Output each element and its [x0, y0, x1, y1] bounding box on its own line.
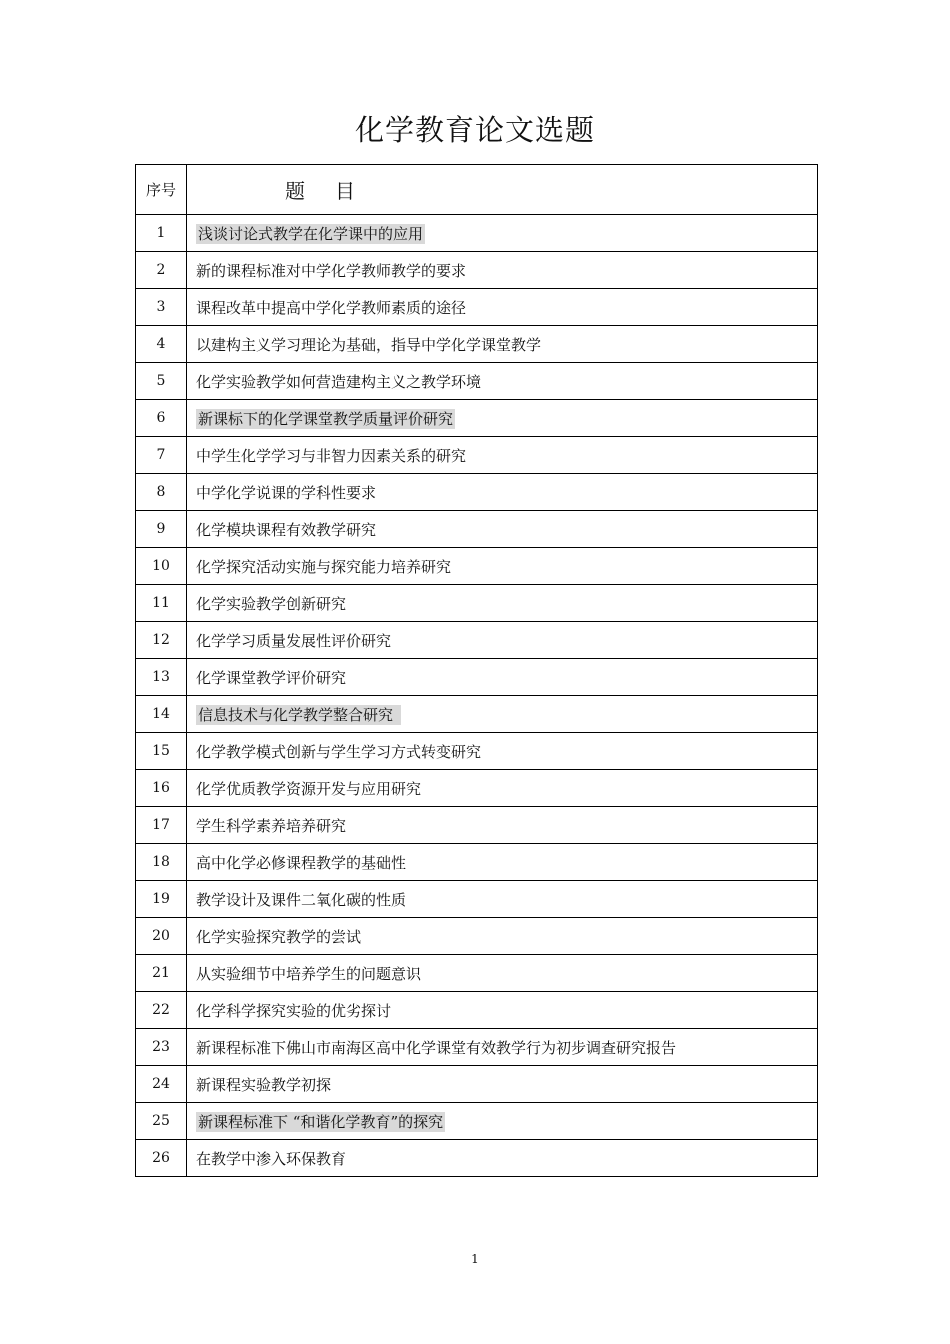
table-row	[136, 511, 818, 548]
topic-title: 中学生化学学习与非智力因素关系的研究	[196, 446, 467, 465]
table-row	[136, 326, 818, 363]
title-header-part2: 目	[335, 179, 355, 203]
table-body	[136, 215, 818, 1177]
table-row	[136, 733, 818, 770]
row-title-cell	[187, 1029, 818, 1066]
page-number: 1	[471, 1252, 479, 1266]
table-header-row	[136, 165, 818, 215]
row-index: 13	[136, 659, 187, 696]
row-title-cell	[187, 992, 818, 1029]
topic-title: 学生科学素养培养研究	[196, 816, 347, 835]
row-title-cell	[187, 363, 818, 400]
title-column-header	[187, 165, 818, 215]
row-index: 7	[136, 437, 187, 474]
topics-table	[135, 164, 818, 1177]
row-index: 11	[136, 585, 187, 622]
table-row	[136, 1103, 818, 1140]
row-title-cell	[187, 955, 818, 992]
highlighted-topic-title: 新课程标准下 “和谐化学教育”的探究	[198, 1112, 444, 1131]
row-index: 19	[136, 881, 187, 918]
row-title-cell	[187, 659, 818, 696]
row-index: 22	[136, 992, 187, 1029]
row-index: 6	[136, 400, 187, 437]
topic-title: 化学课堂教学评价研究	[196, 668, 347, 687]
topic-title: 化学实验教学如何营造建构主义之教学环境	[196, 372, 482, 391]
row-index: 20	[136, 918, 187, 955]
table-row	[136, 659, 818, 696]
row-title-cell	[187, 1140, 818, 1177]
topic-title: 高中化学必修课程教学的基础性	[196, 853, 407, 872]
row-title-cell	[187, 622, 818, 659]
topic-title: 化学学习质量发展性评价研究	[196, 631, 392, 650]
row-title-cell	[187, 733, 818, 770]
row-title-cell	[187, 696, 818, 733]
row-title-cell	[187, 437, 818, 474]
table-row	[136, 474, 818, 511]
topic-title: 课程改革中提高中学化学教师素质的途径	[196, 298, 467, 317]
page-title: 化学教育论文选题	[354, 113, 595, 147]
topic-title: 新的课程标准对中学化学教师教学的要求	[196, 261, 467, 280]
row-title-cell	[187, 474, 818, 511]
row-index: 23	[136, 1029, 187, 1066]
table-row	[136, 918, 818, 955]
row-index: 1	[136, 215, 187, 252]
table-row	[136, 252, 818, 289]
table-row	[136, 1066, 818, 1103]
table-row	[136, 881, 818, 918]
table-row	[136, 807, 818, 844]
topic-title: 新课程实验教学初探	[196, 1075, 332, 1094]
table-row	[136, 770, 818, 807]
table-row	[136, 622, 818, 659]
row-index: 24	[136, 1066, 187, 1103]
table-row	[136, 585, 818, 622]
table-row	[136, 1140, 818, 1177]
row-title-cell	[187, 400, 818, 437]
highlighted-topic-title: 信息技术与化学教学整合研究	[196, 705, 401, 725]
topic-title: 化学探究活动实施与探究能力培养研究	[196, 557, 452, 576]
row-title-cell	[187, 548, 818, 585]
topic-title: 中学化学说课的学科性要求	[196, 483, 377, 502]
row-index: 16	[136, 770, 187, 807]
row-index: 8	[136, 474, 187, 511]
row-title-cell	[187, 844, 818, 881]
topic-title: 教学设计及课件二氧化碳的性质	[196, 890, 407, 909]
table-row	[136, 215, 818, 252]
row-index: 18	[136, 844, 187, 881]
row-title-cell	[187, 289, 818, 326]
topic-title: 化学实验教学创新研究	[196, 594, 347, 613]
table-row	[136, 289, 818, 326]
row-index: 17	[136, 807, 187, 844]
topic-title: 新课程标准下佛山市南海区高中化学课堂有效教学行为初步调查研究报告	[196, 1038, 677, 1057]
row-index: 5	[136, 363, 187, 400]
row-title-cell	[187, 770, 818, 807]
table-row	[136, 992, 818, 1029]
row-title-cell	[187, 807, 818, 844]
row-title-cell	[187, 252, 818, 289]
row-index: 10	[136, 548, 187, 585]
table-row	[136, 363, 818, 400]
table-row	[136, 844, 818, 881]
row-title-cell	[187, 511, 818, 548]
table-row	[136, 548, 818, 585]
topic-title: 从实验细节中培养学生的问题意识	[196, 964, 422, 983]
table-row	[136, 1029, 818, 1066]
row-title-cell	[187, 918, 818, 955]
row-title-cell	[187, 881, 818, 918]
row-index: 4	[136, 326, 187, 363]
topic-title: 以建构主义学习理论为基础，指导中学化学课堂教学	[196, 335, 542, 354]
table-row	[136, 437, 818, 474]
title-header-part1: 题	[285, 179, 305, 203]
row-title-cell	[187, 1103, 818, 1140]
topic-title: 化学实验探究教学的尝试	[196, 927, 362, 946]
highlighted-topic-title: 浅谈讨论式教学在化学课中的应用	[198, 224, 424, 243]
table-row	[136, 955, 818, 992]
topic-title: 在教学中渗入环保教育	[196, 1149, 347, 1168]
row-title-cell	[187, 585, 818, 622]
highlighted-topic-title: 新课标下的化学课堂教学质量评价研究	[198, 409, 454, 428]
row-title-cell	[187, 215, 818, 252]
table-row	[136, 400, 818, 437]
row-index: 25	[136, 1103, 187, 1140]
row-index: 9	[136, 511, 187, 548]
row-index: 26	[136, 1140, 187, 1177]
row-index: 15	[136, 733, 187, 770]
index-column-header: 序号	[136, 165, 187, 215]
table-row	[136, 696, 818, 733]
row-title-cell	[187, 326, 818, 363]
row-index: 14	[136, 696, 187, 733]
topic-title: 化学模块课程有效教学研究	[196, 520, 377, 539]
topic-title: 化学教学模式创新与学生学习方式转变研究	[196, 742, 482, 761]
row-index: 3	[136, 289, 187, 326]
row-title-cell	[187, 1066, 818, 1103]
row-index: 12	[136, 622, 187, 659]
row-index: 2	[136, 252, 187, 289]
topic-title: 化学优质教学资源开发与应用研究	[196, 779, 422, 798]
topic-title: 化学科学探究实验的优劣探讨	[196, 1001, 392, 1020]
row-index: 21	[136, 955, 187, 992]
